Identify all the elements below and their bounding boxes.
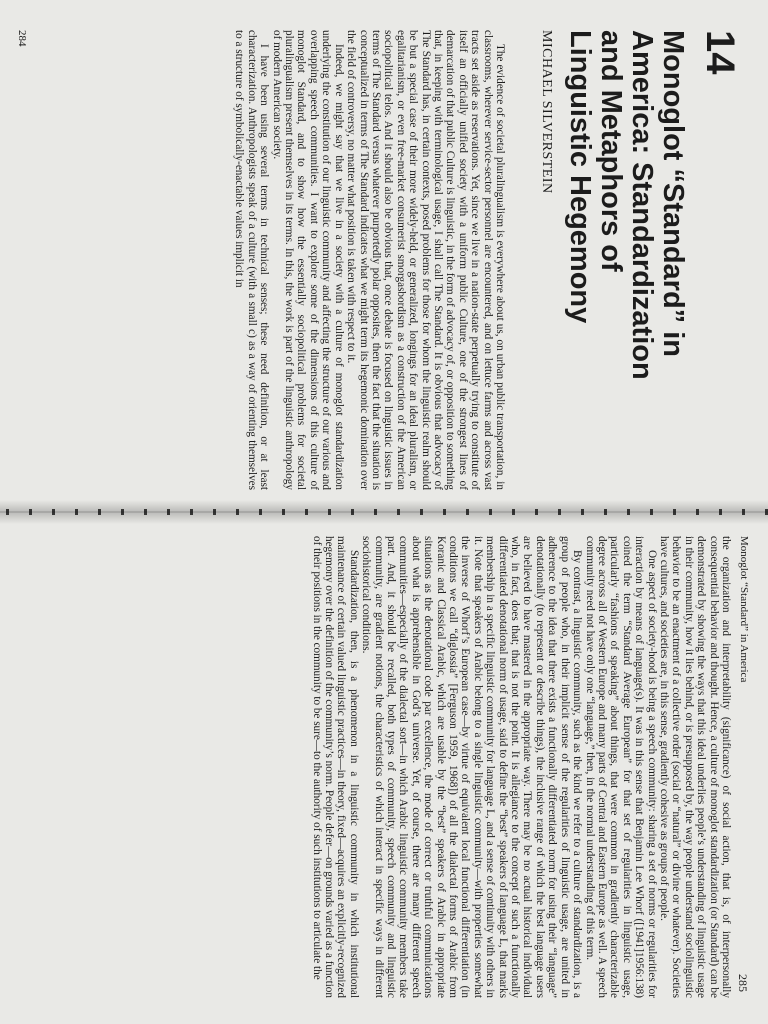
- paragraph: I have been using several terms in technical senses; these need definition, or at least characterization. Anthropologists speak of a culture (with a small c) as a way of orienting themselves to a structure of symbolically-enactable values implicit in: [233, 30, 271, 490]
- chapter-title-line: and Metaphors of: [595, 30, 627, 272]
- right-page-number: 285: [736, 974, 750, 992]
- author-name: MICHAEL SILVERSTEIN: [539, 30, 554, 194]
- paragraph: By contrast, a linguistic community, such as the kind we refer to a culture of standardization, is a group of people who, in their implicit sense of the regularities of linguistic usage, are united in adherence to the idea that there exists a functionally differentiated norm for using their “language” denotationally (to represent or describe things), the inclusive range of which the best language users are believed to have mastered in the appropriate way. There may be no actual historical individual who, in fact, does that; that is not the point. It is allegiance to the concept of such a functionally differentiated denotational norm of usage, said to define the “best” speakers of language L, that marks membership in a specific linguistic community for language L, and a sense of continuity with others in it. Note that speakers of Arabic belong to a single linguistic community—with properties somewhat the inverse of Whorf’s European case—by virtue of equivalent local functional differentiation (in conditions we call “diglossia” [Ferguson 1959, 1968]) of all the dialectal forms of Arabic from Koranic and Classical Arabic, which are usable by the “best” speakers of Arabic in appropriate situations as the denotational code par excellence, the mode of correct or truthful communications about what is apprehensible in God’s universe. Yet, of course, there are many different speech communities—especially of the dialectal sort—in which Arabic linguistic community members take part. And, it should be recalled, both types of community, speech community and linguistic community, are gradient notions, the characteristics of which interact in specific ways in different sociohistorical conditions.: [360, 536, 584, 998]
- chapter-number: 14: [698, 30, 742, 75]
- left-page-number: 284: [16, 30, 28, 47]
- paragraph: One aspect of society-hood is being a speech community: sharing a set of norms or regularities for interaction by means of language(s). It was in this sense that Benjamin Lee Whorf ([1941]1956:138) coined the term “Standard Average European” for that set of regularities in linguistic usage, particularly “fashions of speaking” about things, that were common in gradiently characterizable degree across all of Western Europe and many parts of Central and Eastern Europe as well. A speech community need not have only one “language,” then, in the normal understanding of this term.: [583, 536, 658, 998]
- left-body-text: [233, 30, 506, 490]
- binding-stitches: [0, 509, 768, 515]
- chapter-title-line: Monoglot “Standard” in: [657, 30, 689, 358]
- paragraph: the organization and interpretability (significance) of social action, that is, of interpersonally consequential behavior and thought. Hence, a culture of monoglot standardization (or Standard) can be demonstrated by showing the ways that this ideal underlies people’s understanding of linguistic usage in their community, how it lies behind, or is presupposed by, the way people understand sociolinguistic behavior to be an enactment of a collective order (social or “natural” or divine or whatever). Societies have cultures, and societies are, in this sense, gradiently cohesive as groups of people.: [657, 536, 732, 998]
- chapter-title-line: Linguistic Hegemony: [564, 30, 596, 324]
- paragraph: Standardization, then, is a phenomenon in a linguistic community in which institutional maintenance of certain valued linguistic practices—in theory, fixed—acquires an explicitly-recognized hegemony over the definition of the community’s norm. People defer—on grounds varied as a function of their positions in the community to be sure—to the authority of such institutions to articulate the: [310, 536, 360, 998]
- paragraph: Indeed, we might say that we live in a society with a culture of monoglot standardization underlying the constitution of our linguistic community and affecting the structure of our various and overlapping speech communities. I want to explore some of the dimensions of this culture of monoglot Standard, and to show how the essentially sociopolitical problems for societal pluralingualism present themselves in its terms. In this, the work is part of the linguistic anthropology of modern American society.: [270, 30, 345, 490]
- running-head: Monoglot “Standard” in America: [738, 536, 750, 683]
- right-page: [0, 522, 768, 1024]
- right-body-text: [310, 536, 732, 998]
- paragraph: The evidence of societal pluralingualism is everywhere about us, on urban public transportation, in classrooms, wherever service-sector personnel are encountered, and on lettuce farms and across vast tracts set aside as reservations. Yet, since we live in a nation-state perpetually trying to constitute of itself an officially unified society with a uniform public Culture, one of the strongest lines of demarcation of that public Culture is linguistic, in the form of advocacy of, or opposition to something that, in keeping with terminological usage, I shall call The Standard. It is obvious that advocacy of The Standard has, in certain contexts, posed problems for those for whom the linguistic realm should be but a special case of their more widely-held, or generalized, longings for an ideal pluralism, or egalitarianism, or even free-market consumerist smorgasbordism as a construction of the American sociopolitical telos. And it should also be obvious that, once debate is focused on linguistic issues in terms of The Standard versus whatever purportedly polar opposites, then the fact that the situation is conceptualized in terms of The Standard indicates what we might term its hegemonic domination over the field of controversy, no matter what position is taken with respect to it.: [345, 30, 506, 490]
- left-page: [0, 0, 768, 506]
- chapter-title-line: America: Standardization: [626, 30, 658, 380]
- chapter-title: [564, 30, 688, 490]
